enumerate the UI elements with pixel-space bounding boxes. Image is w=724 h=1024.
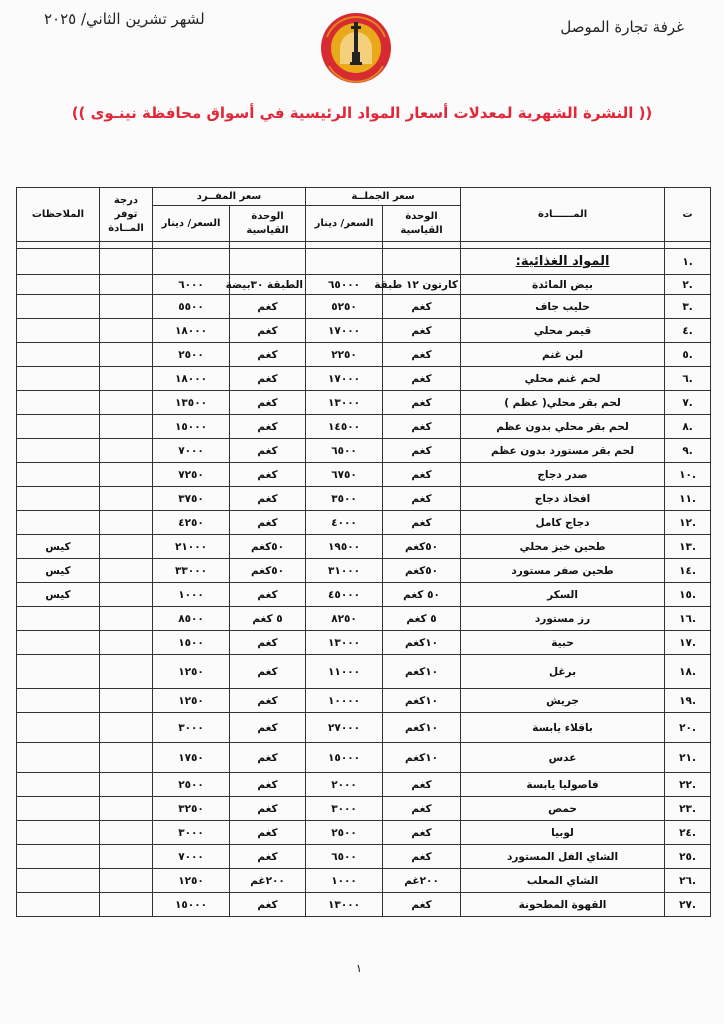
row-index: .٢٧: [665, 893, 711, 917]
wholesale-unit: كغم: [383, 343, 461, 367]
availability: [100, 743, 153, 773]
header-retail: سعر المفــرد: [153, 188, 306, 206]
wholesale-price: ٢٠٠٠: [306, 773, 383, 797]
table-row: [17, 869, 711, 893]
retail-price: ٧٢٥٠: [153, 463, 230, 487]
wholesale-unit: كغم: [383, 295, 461, 319]
availability: [100, 821, 153, 845]
availability: [100, 295, 153, 319]
item-name: القهوة المطحونة: [461, 893, 665, 917]
wholesale-unit: ١٠كغم: [383, 713, 461, 743]
notes: [17, 797, 100, 821]
retail-unit: ٥٠كغم: [230, 535, 306, 559]
wholesale-unit: كغم: [383, 845, 461, 869]
item-name: لحم بقر مستورد بدون عظم: [461, 439, 665, 463]
availability: [100, 343, 153, 367]
wholesale-unit: كغم: [383, 893, 461, 917]
table-row: [17, 275, 711, 295]
header-wholesale-unit: الوحدة القياسية: [383, 206, 461, 242]
wholesale-unit: كغم: [383, 391, 461, 415]
table-row: [17, 797, 711, 821]
availability: [100, 439, 153, 463]
table-row: [17, 415, 711, 439]
notes: [17, 631, 100, 655]
availability: [100, 463, 153, 487]
wholesale-price: ٦٥٠٠٠: [306, 275, 383, 295]
row-index: .٤: [665, 319, 711, 343]
item-name: قيمر محلي: [461, 319, 665, 343]
notes: [17, 463, 100, 487]
item-name: صدر دجاج: [461, 463, 665, 487]
notes: [17, 319, 100, 343]
table-row: [17, 367, 711, 391]
row-index: .٢: [665, 275, 711, 295]
retail-unit: كغم: [230, 689, 306, 713]
retail-price: ١٥٠٠: [153, 631, 230, 655]
availability: [100, 845, 153, 869]
table-row: [17, 343, 711, 367]
item-name: السكر: [461, 583, 665, 607]
row-index: .١٣: [665, 535, 711, 559]
wholesale-price: ١١٠٠٠: [306, 655, 383, 689]
header-index: ت: [665, 188, 711, 242]
wholesale-price: ٢٢٥٠: [306, 343, 383, 367]
header-retail-price: السعر/ دينار: [153, 206, 230, 242]
wholesale-unit: كغم: [383, 487, 461, 511]
retail-unit: كغم: [230, 845, 306, 869]
row-index: .٣: [665, 295, 711, 319]
row-index: .١٥: [665, 583, 711, 607]
table-row: [17, 295, 711, 319]
table-row: [17, 487, 711, 511]
retail-unit: كغم: [230, 463, 306, 487]
item-name: لحم غنم محلي: [461, 367, 665, 391]
wholesale-price: ٣٥٠٠: [306, 487, 383, 511]
item-name: رز مستورد: [461, 607, 665, 631]
row-index: .١٨: [665, 655, 711, 689]
wholesale-unit: كغم: [383, 821, 461, 845]
wholesale-price: ١٩٥٠٠: [306, 535, 383, 559]
notes: [17, 743, 100, 773]
notes: [17, 655, 100, 689]
availability: [100, 367, 153, 391]
table-row: [17, 631, 711, 655]
retail-unit: ٥٠كغم: [230, 559, 306, 583]
spacer-row: [17, 242, 711, 249]
retail-price: ١٥٠٠٠: [153, 893, 230, 917]
availability: [100, 655, 153, 689]
notes: [17, 275, 100, 295]
availability: [100, 797, 153, 821]
row-index: .٢٠: [665, 713, 711, 743]
wholesale-unit: ١٠كغم: [383, 655, 461, 689]
retail-unit: كغم: [230, 743, 306, 773]
availability: [100, 487, 153, 511]
notes: [17, 487, 100, 511]
notes: [17, 689, 100, 713]
wholesale-unit: ٥٠كغم: [383, 559, 461, 583]
wholesale-price: ١٤٥٠٠: [306, 415, 383, 439]
table-row: [17, 607, 711, 631]
wholesale-unit: كغم: [383, 415, 461, 439]
row-index: .٩: [665, 439, 711, 463]
row-index: .١٦: [665, 607, 711, 631]
wholesale-unit: ١٠كغم: [383, 689, 461, 713]
row-index: .١٢: [665, 511, 711, 535]
notes: [17, 773, 100, 797]
retail-unit: كغم: [230, 367, 306, 391]
availability: [100, 415, 153, 439]
retail-price: ١٧٥٠: [153, 743, 230, 773]
item-name: حليب جاف: [461, 295, 665, 319]
item-name: لحم بقر محلي( عظم ): [461, 391, 665, 415]
item-name: لبن غنم: [461, 343, 665, 367]
table-row: [17, 463, 711, 487]
retail-unit: كغم: [230, 343, 306, 367]
row-index: .١١: [665, 487, 711, 511]
retail-price: ٤٢٥٠: [153, 511, 230, 535]
wholesale-unit: كغم: [383, 797, 461, 821]
retail-unit: كغم: [230, 319, 306, 343]
retail-unit: الطبقة ٣٠بيضة: [230, 275, 306, 295]
availability: [100, 319, 153, 343]
retail-price: ١٥٠٠٠: [153, 415, 230, 439]
retail-price: ٣٧٥٠: [153, 487, 230, 511]
availability: [100, 713, 153, 743]
wholesale-price: ٥٢٥٠: [306, 295, 383, 319]
table-row: [17, 583, 711, 607]
notes: [17, 821, 100, 845]
bulletin-title: (( النشرة الشهرية لمعدلات أسعار المواد الرئيسية في أسواق محافظة نينـوى )): [71, 104, 653, 122]
retail-unit: كغم: [230, 295, 306, 319]
prices-table: [16, 187, 711, 917]
availability: [100, 607, 153, 631]
retail-price: ٢٥٠٠: [153, 343, 230, 367]
item-name: عدس: [461, 743, 665, 773]
table-row: [17, 655, 711, 689]
availability: [100, 559, 153, 583]
retail-unit: كغم: [230, 583, 306, 607]
retail-price: ١٨٠٠٠: [153, 367, 230, 391]
retail-price: ٥٥٠٠: [153, 295, 230, 319]
wholesale-unit: ٥ كغم: [383, 607, 461, 631]
retail-price: ١٢٥٠: [153, 869, 230, 893]
notes: [17, 439, 100, 463]
availability: [100, 893, 153, 917]
row-index: .١٠: [665, 463, 711, 487]
notes: كيس: [17, 583, 100, 607]
header-item: المــــــادة: [461, 188, 665, 242]
retail-unit: كغم: [230, 797, 306, 821]
wholesale-unit: كغم: [383, 319, 461, 343]
section-row: [17, 249, 711, 275]
header-wholesale: سعر الجملــة: [306, 188, 461, 206]
retail-price: ١٣٥٠٠: [153, 391, 230, 415]
row-index: .٢٢: [665, 773, 711, 797]
availability: [100, 583, 153, 607]
notes: [17, 713, 100, 743]
row-index: .٢٣: [665, 797, 711, 821]
chamber-logo-icon: [313, 12, 399, 84]
item-name: برغل: [461, 655, 665, 689]
row-index: .٢٤: [665, 821, 711, 845]
row-index: .٢٦: [665, 869, 711, 893]
notes: [17, 391, 100, 415]
wholesale-unit: كغم: [383, 511, 461, 535]
retail-price: ١٠٠٠: [153, 583, 230, 607]
retail-price: ١٢٥٠: [153, 689, 230, 713]
row-index: .٧: [665, 391, 711, 415]
row-index: .٢٥: [665, 845, 711, 869]
row-index: .١٩: [665, 689, 711, 713]
chamber-name: غرفة تجارة الموصل: [560, 18, 684, 36]
wholesale-price: ١٣٠٠٠: [306, 391, 383, 415]
wholesale-price: ١٣٠٠٠: [306, 631, 383, 655]
row-index: .٥: [665, 343, 711, 367]
retail-price: ١٢٥٠: [153, 655, 230, 689]
item-name: دجاج كامل: [461, 511, 665, 535]
item-name: حمص: [461, 797, 665, 821]
wholesale-unit: كغم: [383, 463, 461, 487]
retail-price: ٨٥٠٠: [153, 607, 230, 631]
wholesale-price: ٦٥٠٠: [306, 845, 383, 869]
retail-unit: كغم: [230, 415, 306, 439]
item-name: جريش: [461, 689, 665, 713]
availability: [100, 535, 153, 559]
item-name: فاصوليا يابسة: [461, 773, 665, 797]
wholesale-unit: كغم: [383, 367, 461, 391]
item-name: افخاذ دجاج: [461, 487, 665, 511]
retail-unit: كغم: [230, 487, 306, 511]
table-row: [17, 439, 711, 463]
retail-unit: ٢٠٠غم: [230, 869, 306, 893]
wholesale-unit: كغم: [383, 439, 461, 463]
retail-price: ٢٥٠٠: [153, 773, 230, 797]
wholesale-price: ٤٥٠٠٠: [306, 583, 383, 607]
table-row: [17, 391, 711, 415]
wholesale-unit: ٥٠ كغم: [383, 583, 461, 607]
retail-price: ٦٠٠٠: [153, 275, 230, 295]
row-index: .٢١: [665, 743, 711, 773]
table-row: [17, 893, 711, 917]
wholesale-unit: ١٠كغم: [383, 743, 461, 773]
availability: [100, 511, 153, 535]
wholesale-price: ٤٠٠٠: [306, 511, 383, 535]
retail-unit: كغم: [230, 893, 306, 917]
wholesale-price: ٦٧٥٠: [306, 463, 383, 487]
retail-unit: كغم: [230, 713, 306, 743]
availability: [100, 391, 153, 415]
retail-unit: ٥ كغم: [230, 607, 306, 631]
table-row: [17, 559, 711, 583]
retail-price: ٢١٠٠٠: [153, 535, 230, 559]
item-name: باقلاء يابسة: [461, 713, 665, 743]
notes: [17, 869, 100, 893]
retail-price: ٣٣٠٠٠: [153, 559, 230, 583]
retail-unit: كغم: [230, 439, 306, 463]
retail-unit: كغم: [230, 631, 306, 655]
notes: كيس: [17, 535, 100, 559]
wholesale-price: ١٥٠٠٠: [306, 743, 383, 773]
wholesale-price: ٢٥٠٠: [306, 821, 383, 845]
retail-price: ٧٠٠٠: [153, 845, 230, 869]
availability: [100, 869, 153, 893]
wholesale-price: ١٣٠٠٠: [306, 893, 383, 917]
section-label: المواد الغذائية:: [461, 249, 665, 275]
wholesale-price: ١٠٠٠: [306, 869, 383, 893]
availability: [100, 689, 153, 713]
retail-price: ٣٠٠٠: [153, 713, 230, 743]
item-name: حبية: [461, 631, 665, 655]
wholesale-unit: كارتون ١٢ طبقة: [383, 275, 461, 295]
wholesale-price: ٣١٠٠٠: [306, 559, 383, 583]
wholesale-unit: ١٠كغم: [383, 631, 461, 655]
item-name: الشاي الفل المستورد: [461, 845, 665, 869]
page-number: ١: [356, 962, 362, 975]
item-name: بيض المائدة: [461, 275, 665, 295]
table-row: [17, 713, 711, 743]
bulletin-month: لشهر تشرين الثاني/ ٢٠٢٥: [44, 10, 205, 28]
header-retail-unit: الوحدة القياسية: [230, 206, 306, 242]
wholesale-price: ٦٥٠٠: [306, 439, 383, 463]
table-row: [17, 773, 711, 797]
prices-table-body: [17, 242, 711, 917]
table-row: [17, 319, 711, 343]
availability: [100, 631, 153, 655]
availability: [100, 275, 153, 295]
header-notes: الملاحظات: [17, 188, 100, 242]
wholesale-price: ٨٢٥٠: [306, 607, 383, 631]
item-name: طحين خبز محلي: [461, 535, 665, 559]
header-wholesale-price: السعر/ دينار: [306, 206, 383, 242]
notes: [17, 295, 100, 319]
notes: [17, 893, 100, 917]
wholesale-price: ١٧٠٠٠: [306, 319, 383, 343]
retail-price: ٧٠٠٠: [153, 439, 230, 463]
retail-unit: كغم: [230, 511, 306, 535]
retail-price: ١٨٠٠٠: [153, 319, 230, 343]
wholesale-unit: كغم: [383, 773, 461, 797]
header-availability: درجة توفر المــادة: [100, 188, 153, 242]
notes: [17, 607, 100, 631]
table-row: [17, 689, 711, 713]
retail-unit: كغم: [230, 391, 306, 415]
table-row: [17, 743, 711, 773]
notes: كيس: [17, 559, 100, 583]
retail-unit: كغم: [230, 773, 306, 797]
row-index: .٦: [665, 367, 711, 391]
wholesale-unit: ٥٠كغم: [383, 535, 461, 559]
retail-price: ٣٠٠٠: [153, 821, 230, 845]
retail-price: ٣٢٥٠: [153, 797, 230, 821]
row-index: .١: [665, 249, 711, 275]
table-row: [17, 845, 711, 869]
wholesale-price: ١٠٠٠٠: [306, 689, 383, 713]
notes: [17, 511, 100, 535]
retail-unit: كغم: [230, 821, 306, 845]
row-index: .٨: [665, 415, 711, 439]
item-name: لوبيا: [461, 821, 665, 845]
notes: [17, 343, 100, 367]
item-name: الشاي المعلب: [461, 869, 665, 893]
table-row: [17, 535, 711, 559]
wholesale-price: ٣٠٠٠: [306, 797, 383, 821]
row-index: .١٧: [665, 631, 711, 655]
item-name: طحين صفر مستورد: [461, 559, 665, 583]
retail-unit: كغم: [230, 655, 306, 689]
notes: [17, 367, 100, 391]
item-name: لحم بقر محلي بدون عظم: [461, 415, 665, 439]
availability: [100, 773, 153, 797]
wholesale-unit: ٢٠٠غم: [383, 869, 461, 893]
notes: [17, 415, 100, 439]
row-index: .١٤: [665, 559, 711, 583]
table-row: [17, 511, 711, 535]
table-row: [17, 821, 711, 845]
wholesale-price: ٢٧٠٠٠: [306, 713, 383, 743]
wholesale-price: ١٧٠٠٠: [306, 367, 383, 391]
notes: [17, 845, 100, 869]
